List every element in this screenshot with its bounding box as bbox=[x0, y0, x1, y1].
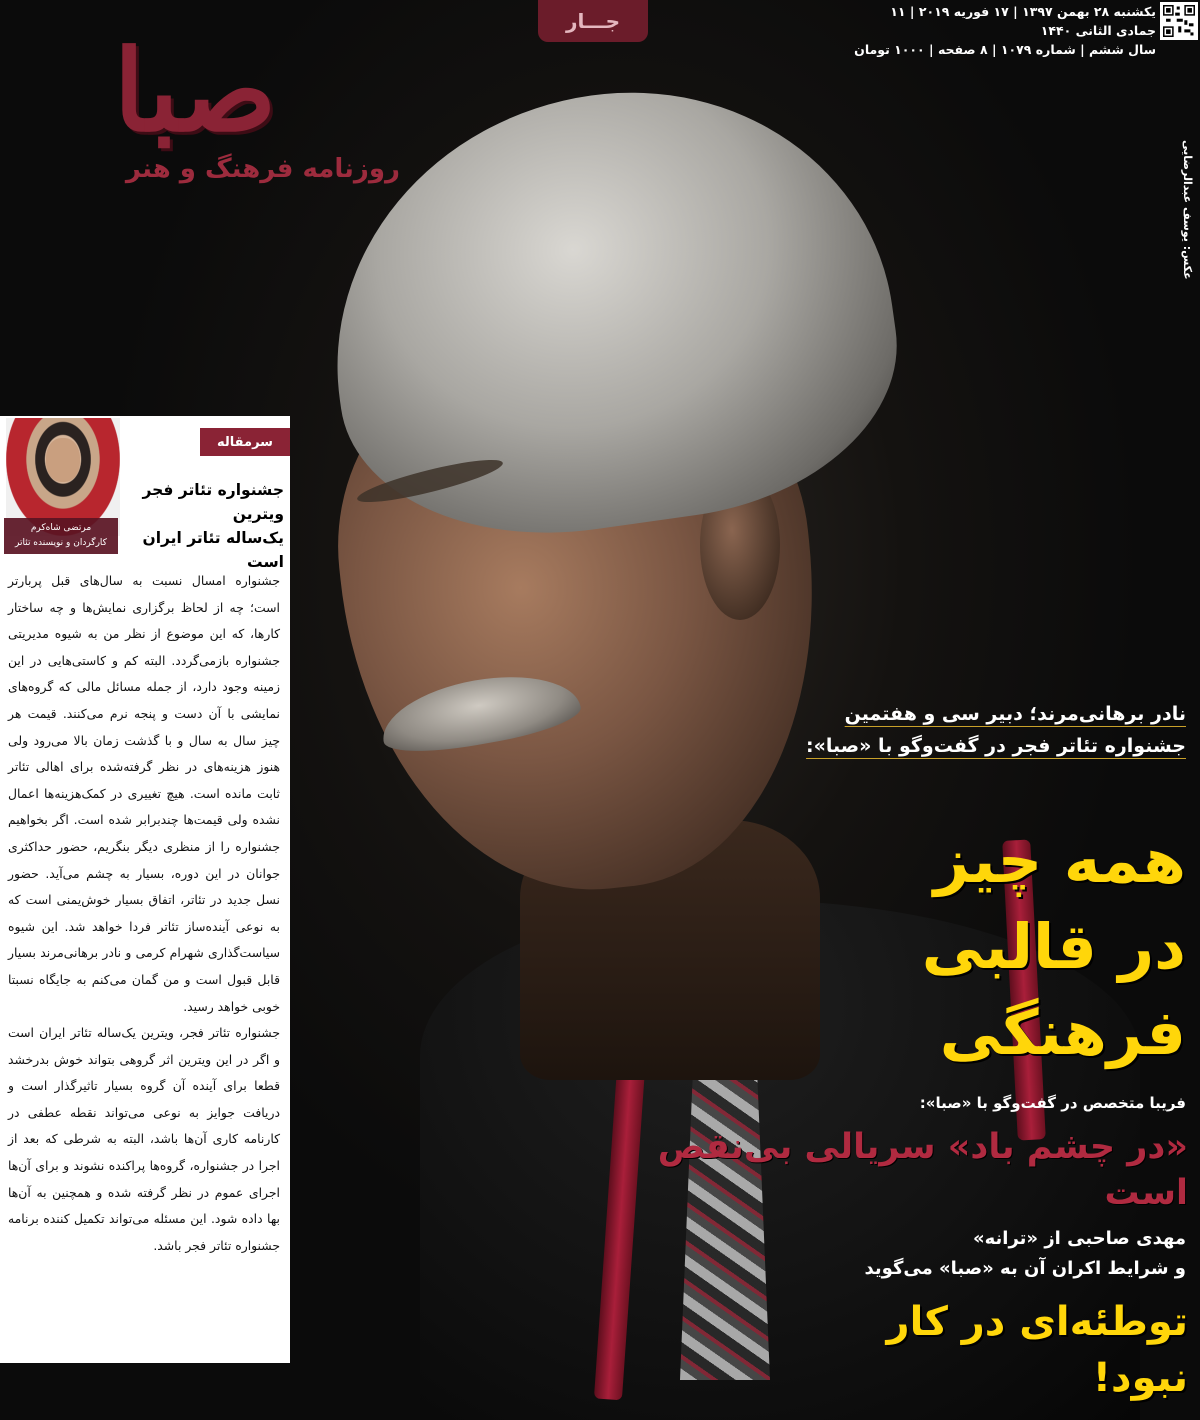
editorial-paragraph: جشنواره امسال نسبت به سال‌های قبل پربارتر است؛ چه از لحاظ برگزاری نمایش‌ها و چه ساختار کارها، که این موضوع از نظر من به شیوه مدیریتی جشنواره بازمی‌گردد. البته کم و کاستی‌هایی در این زمینه وجود دارد، از جمله مسائل مالی که گروه‌های نمایشی با آن دست و پنجه نرم می‌کنند. قیمت هر چیز سال به سال و با گذشت زمان بالا می‌رود ولی هنوز هزینه‌های در نظر گرفته‌شده برای اهالی تئاتر ثابت مانده است. هیچ تغییری در کمک‌هزینه‌ها اعمال نشده ولی قیمت‌ها چندبرابر شده است. اگر بخواهیم جشنواره را از منظری دیگر بنگریم، حضور حداکثری جوانان در این دوره، بسیار به چشم می‌آید. حضور نسل جدید در تئاتر، اتفاق بسیار خوش‌یمنی است که به نوعی آینده‌ساز تئاتر فردا خواهد شد. این شیوه سیاست‌گذاری شهرام کرمی و نادر برهانی‌مرند بسیار قابل قبول است و من گمان می‌کنم به جایگاه نسبتا خوبی خواهد رسید. bbox=[8, 573, 280, 1014]
masthead-logo[interactable] bbox=[20, 22, 400, 192]
editorial-title-line1: جشنواره تئاتر فجر ویترین bbox=[142, 481, 284, 523]
author-role: کارگردان و نویسنده تئاتر bbox=[15, 538, 107, 548]
qr-code-graphic bbox=[1163, 5, 1195, 37]
photo-credit: عکس: یوسف عبدالرضایی bbox=[1181, 140, 1194, 280]
author-face bbox=[46, 438, 80, 482]
story3-kicker-line2: و شرایط اکران آن به «صبا» می‌گوید bbox=[864, 1258, 1186, 1279]
main-headline[interactable] bbox=[666, 818, 1186, 1076]
story2-headline[interactable]: «در چشم باد» سریالی بی‌نقص است bbox=[657, 1127, 1188, 1213]
story2-kicker: فریبا متخصص در گفت‌وگو با «صبا»: bbox=[919, 1094, 1186, 1112]
logo-wordmark: صبا bbox=[113, 26, 277, 157]
author-name: مرتضی شاه‌کرم bbox=[30, 523, 92, 533]
main-story-kicker bbox=[746, 698, 1186, 762]
section-tab: جـــار bbox=[538, 0, 648, 42]
editorial-tag: سرمقاله bbox=[200, 428, 290, 456]
editorial-title-line2: یک‌ساله تئاتر ایران است bbox=[142, 529, 284, 571]
main-kicker-line1: نادر برهانی‌مرند؛ دبیر سی و هفتمین bbox=[844, 703, 1186, 725]
editorial-body bbox=[8, 568, 280, 1259]
issue-date-line: یکشنبه ۲۸ بهمن ۱۳۹۷ | ۱۷ فوریه ۲۰۱۹ | ۱۱ جمادی الثانی ۱۴۴۰ bbox=[890, 4, 1156, 38]
qr-code-icon[interactable] bbox=[1160, 2, 1198, 40]
editorial-title[interactable] bbox=[114, 478, 284, 574]
main-kicker-line2: جشنواره تئاتر فجر در گفت‌وگو با «صبا»: bbox=[806, 735, 1186, 757]
editorial-paragraph: جشنواره تئاتر فجر، ویترین یک‌ساله تئاتر ایران است و اگر در این ویترین اثر گروهی بتواند خوش بدرخشد قطعا برای آینده آن گروه بسیار تاثیرگذار است و دریافت جوایز به نوعی می‌تواند نقطه عطفی در کارنامه کاری آن‌ها باشد، البته به شرطی که بعد از اجرا در جشنواره، گروه‌ها پراکنده نشوند و برای آن‌ها اجرای عموم در نظر گرفته شده و همچنین به آن‌ها بها داده شود. این مسئله می‌تواند تکمیل کننده برنامه جشنواره تئاتر فجر باشد. bbox=[8, 1025, 280, 1253]
logo-subtitle: روزنامه فرهنگ و هنر bbox=[125, 154, 400, 184]
main-headline-line2: در قالبی فرهنگی bbox=[921, 910, 1186, 1069]
story3-headline[interactable]: توطئه‌ای در کار نبود! bbox=[886, 1299, 1188, 1401]
story3-kicker-line1: مهدی صاحبی از «ترانه» bbox=[973, 1228, 1186, 1249]
issue-info bbox=[846, 2, 1156, 59]
author-caption bbox=[4, 518, 118, 554]
issue-number-line: سال ششم | شماره ۱۰۷۹ | ۸ صفحه | ۱۰۰۰ تومان bbox=[854, 42, 1156, 57]
main-headline-line1: همه چیز bbox=[933, 824, 1186, 897]
logo-mark bbox=[20, 22, 350, 162]
editorial-column bbox=[0, 416, 290, 1363]
story3-kicker bbox=[856, 1224, 1186, 1284]
